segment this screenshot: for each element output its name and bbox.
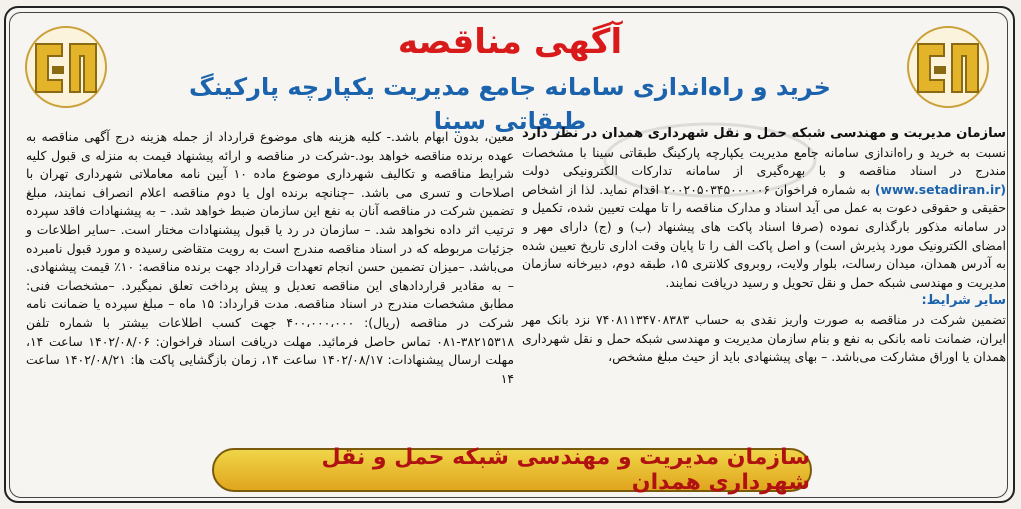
body-right-column (522, 124, 1006, 367)
footer-org-name: سازمان مدیریت و مهندسی شبکه حمل و نقل شهرداری همدان (321, 445, 810, 495)
notice-title: آگهی مناقصه (397, 22, 623, 62)
municipality-logo-icon (904, 22, 992, 112)
municipality-logo-icon (22, 22, 110, 112)
lead-sentence: سازمان مدیریت و مهندسی شبکه حمل و نقل شهرداری همدان در نظر دارد (522, 126, 1006, 141)
body-paragraph-part2: به شماره فراخوان ۲۰۰۲۰۵۰۳۴۵۰۰۰۰۰۶ اقدام نماید. لذا از اشخاص حقیقی و حقوقی دعوت به عمل می آید اسناد و مدارک مناقصه را تا مهلت تعیین شده، تکمیل و در سامانه مذکور بارگذاری نموده (صرفا اسناد پاکت های پیشنهاد (ب) و (ج) دارای مهر و امضای الکترونیک مورد پذیرش است) و اصل پاکت الف را تا پایان وقت اداری تاریخ تعیین شده به آدرس همدان، میدان رسالت، بلوار ولایت، روبروی کلانتری ۱۵، طبقه دوم، دبیرخانه سازمان مدیریت و مهندسی شبکه حمل و نقل تحویل و رسید دریافت نمایند. (522, 181, 1006, 290)
body-paragraph-part1: نسبت به خرید و راه‌اندازی سامانه جامع مدیریت یکپارچه پارکینگ طبقاتی سینا با مشخصات مندرج در اسناد مناقصه و با بهره‌گیری از سامانه تدارکات الکترونیکی دولت (522, 144, 1006, 179)
footer-banner (212, 445, 812, 495)
other-terms-heading: سایر شرایط: (921, 293, 1006, 309)
setad-url-link[interactable]: (www.setadiran.ir) (874, 181, 1006, 197)
notice-subtitle: خرید و راه‌اندازی سامانه جامع مدیریت یکپارچه پارکینگ طبقاتی سینا (189, 73, 831, 135)
other-terms-text: تضمین شرکت در مناقصه به صورت واریز نقدی به حساب ۷۴۰۸۱۱۳۴۷۰۸۳۸۳ نزد بانک مهر ایران، ضمانت نامه بانکی به نفع و بنام سازمان مدیریت و مهندسی شبکه حمل و نقل شهرداری همدان یا اوراق مشارکت می‌باشد. – بهای پیشنهادی باید از حیث مبلغ مشخص، (522, 311, 1006, 365)
terms-continued-text: معین، بدون ابهام باشد.- کلیه هزینه های موضوع قرارداد از جمله هزینه درج آگهی مناقصه به عهده برنده مناقصه خواهد بود.-شرکت در مناقصه و ارائه پیشنهاد قیمت به منزله ی قبول کلیه شرایط مناقصه و تکالیف شهرداری موضوع ماده ۱۰ آیین نامه معاملاتی شهرداری تهران با اصلاحات و تسری می باشد. –چنانچه برنده اول یا دوم مناقصه اعلام انصراف نمایند، مبلغ تضمین شرکت در مناقصه آنان به نفع این سازمان ضبط خواهد شد. – به پیشنهادات فاقد سپرده ترتیب اثر داده نخواهد شد. – سازمان در رد یا قبول پیشنهادات مختار است. –سایر اطلاعات و جزئیات مربوطه که در اسناد مناقصه مندرج است به رویت متقاضی رسیده و مورد قبول نامبرده می‌باشد. –میزان تضمین حسن انجام تعهدات قرارداد جهت برنده مناقصه: ۱۰٪ قیمت پیشنهادی. – به مقادیر قراردادهای این مناقصه تعدیل و پیش پرداخت تعلق نمیگیرد. –مشخصات فنی: مطابق مشخصات مندرج در اسناد مناقصه. مدت قرارداد: ۱۵ ماه – مبلغ سپرده یا ضمانت نامه شرکت در مناقصه (ریال): ۴۰۰،۰۰۰،۰۰۰ جهت کسب اطلاعات بیشتر با شماره تلفن ۳۸۲۱۵۳۱۸-۰۸۱ تماس حاصل فرمائید. مهلت دریافت اسناد فراخوان: ۱۴۰۲/۰۸/۰۶ ساعت ۱۴، مهلت ارسال پیشنهادات: ۱۴۰۲/۰۸/۱۷ ساعت ۱۴، زمان بازگشایی پاکت ها: ۱۴۰۲/۰۸/۲۱ ساعت ۱۴ (26, 129, 514, 386)
body-left-column (26, 128, 514, 388)
